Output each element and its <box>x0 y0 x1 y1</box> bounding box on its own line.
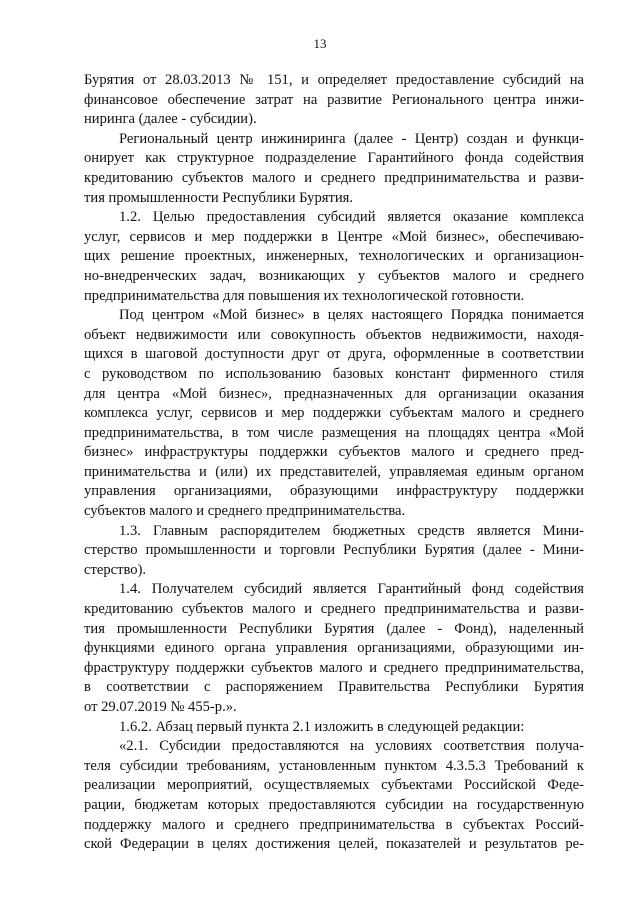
text-line: кредитованию субъектов малого и среднего предпринимательства и разви- <box>84 169 584 186</box>
text-line: услуг, сервисов и мер поддержки в Центре «Мой бизнес», обеспечиваю- <box>84 228 584 245</box>
text-line: «2.1. Субсидии предоставляются на условиях соответствия получа- <box>119 738 584 755</box>
text-line: онирует как структурное подразделение Гарантийного фонда содействия <box>84 150 584 167</box>
text-line: Региональный центр инжиниринга (далее - Центр) создан и функци- <box>119 130 584 147</box>
text-line: принимательства и (или) их представителей, управляемая единым органом <box>84 463 584 480</box>
text-line: 1.6.2. Абзац первый пункта 2.1 изложить в следующей редакции: <box>119 718 525 735</box>
text-line: предпринимательства, в том числе размещения на площадях центра «Мой <box>84 424 584 441</box>
text-line: но-внедренческих задач, возникающих у субъектов малого и среднего <box>84 267 584 284</box>
text-line: 1.3. Главным распорядителем бюджетных средств является Мини- <box>119 522 584 539</box>
text-line: кредитованию субъектов малого и среднего предпринимательства и разви- <box>84 601 584 618</box>
text-line: от 29.07.2019 № 455-р.». <box>84 699 237 715</box>
text-line: для центра «Мой бизнес», предназначенных для организации оказания <box>84 385 584 402</box>
text-line: субъектов малого и среднего предпринимательства. <box>84 503 406 520</box>
text-line: управления организациями, образующими инфраструктуру поддержки <box>84 483 584 500</box>
document-body <box>84 71 584 855</box>
text-line: щих решение проектных, инженерных, технологических и организацион- <box>84 248 584 265</box>
text-line: тия промышленности Республики Бурятия. <box>84 189 354 206</box>
text-line: стерство). <box>84 561 147 578</box>
text-line: реализации мероприятий, осуществляемых субъектами Российской Феде- <box>84 777 584 794</box>
text-line: ниринга (далее - субсидии). <box>84 111 257 128</box>
text-line: бизнес» инфраструктуры поддержки субъектов малого и среднего пред- <box>84 444 584 461</box>
text-line: фраструктуру поддержки субъектов малого и среднего предпринимательства, <box>84 659 584 676</box>
text-line: стерство промышленности и торговли Республики Бурятия (далее - Мини- <box>84 542 584 559</box>
text-line: финансовое обеспечение затрат на развитие Регионального центра инжи- <box>84 91 584 108</box>
page-number: 13 <box>313 36 327 51</box>
text-line: в соответствии с распоряжением Правительства Республики Бурятия <box>84 679 584 696</box>
text-line: комплекса услуг, сервисов и мер поддержки субъектам малого и среднего <box>84 405 584 422</box>
text-line: с руководством по использованию базовых констант фирменного стиля <box>84 365 584 382</box>
text-line: рации, бюджетам которых предоставляются субсидии на государственную <box>84 796 584 813</box>
text-line: 1.2. Целью предоставления субсидий является оказание комплекса <box>119 209 584 226</box>
text-line: щихся в шаговой доступности друг от друга, оформленные в соответствии <box>84 346 584 363</box>
text-line: ской Федерации в целях достижения целей, показателей и результатов ре- <box>84 836 584 853</box>
text-line: тия промышленности Республики Бурятия (далее - Фонд), наделенный <box>84 620 584 637</box>
text-line: 1.4. Получателем субсидий является Гарантийный фонд содействия <box>119 581 584 598</box>
text-line: Под центром «Мой бизнес» в целях настоящего Порядка понимается <box>119 307 584 324</box>
text-line: предпринимательства для повышения их технологической готовности. <box>84 287 525 304</box>
text-line: функциями единого органа управления организациями, образующими ин- <box>84 640 584 657</box>
text-line: теля субсидии требованиям, установленным пунктом 4.3.5.3 Требований к <box>84 757 584 774</box>
text-line: Бурятия от 28.03.2013 № 151, и определяет предоставление субсидий на <box>84 72 584 88</box>
text-line: поддержку малого и среднего предпринимательства в субъектах Россий- <box>84 816 584 833</box>
text-line: объект недвижимости или совокупность объектов недвижимости, находя- <box>84 326 584 343</box>
